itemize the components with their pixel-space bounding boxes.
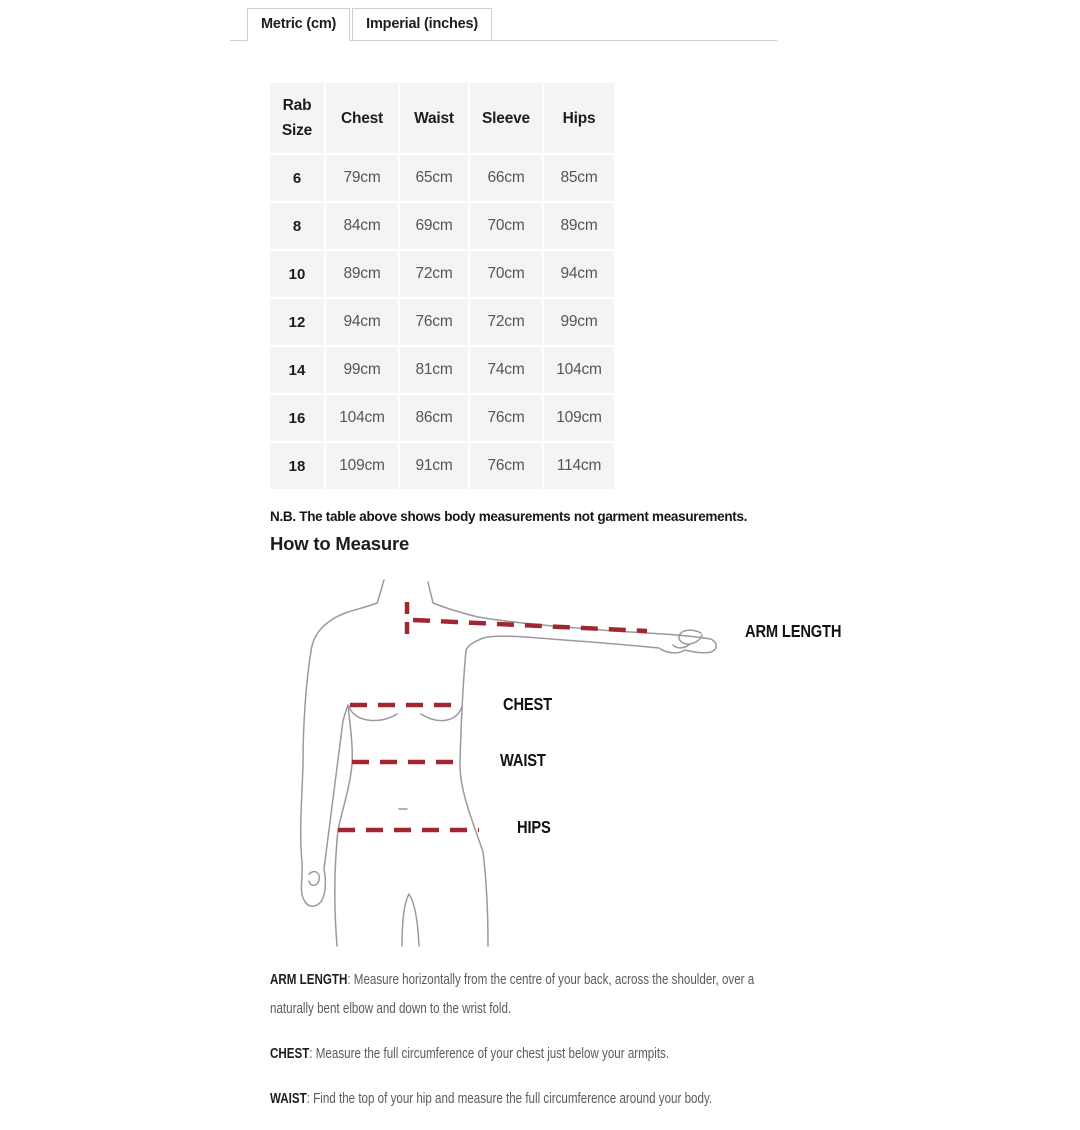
hips-label: HIPS [517, 817, 551, 837]
sleeve-cell: 74cm [470, 347, 542, 393]
sleeve-cell: 76cm [470, 395, 542, 441]
hips-cell: 94cm [544, 251, 614, 297]
chest-cell: 109cm [326, 443, 398, 489]
hips-cell: 114cm [544, 443, 614, 489]
size-cell: 16 [270, 395, 324, 441]
chest-contour [349, 706, 462, 721]
column-header: Chest [326, 83, 398, 153]
tab-imperial[interactable]: Imperial (inches) [352, 8, 492, 41]
chest-cell: 89cm [326, 251, 398, 297]
waist-cell: 65cm [400, 155, 468, 201]
instruction-term: ARM LENGTH [270, 972, 348, 988]
how-to-measure-heading: How to Measure [270, 533, 410, 554]
chest-cell: 94cm [326, 299, 398, 345]
tab-metric[interactable]: Metric (cm) [247, 8, 350, 41]
waist-cell: 81cm [400, 347, 468, 393]
size-cell: 6 [270, 155, 324, 201]
column-header: Rab Size [270, 83, 324, 153]
hips-cell: 89cm [544, 203, 614, 249]
column-header: Sleeve [470, 83, 542, 153]
chest-cell: 104cm [326, 395, 398, 441]
waist-label: WAIST [500, 750, 546, 770]
unit-tabs [230, 8, 777, 41]
waist-cell: 72cm [400, 251, 468, 297]
chest-cell: 79cm [326, 155, 398, 201]
waist-cell: 76cm [400, 299, 468, 345]
size-chart-table [270, 83, 614, 489]
size-cell: 10 [270, 251, 324, 297]
column-header: Waist [400, 83, 468, 153]
waist-cell: 69cm [400, 203, 468, 249]
left-hand-thumb [309, 872, 319, 886]
chest-label: CHEST [503, 694, 552, 714]
size-cell: 18 [270, 443, 324, 489]
arm-length-label: ARM LENGTH [745, 621, 842, 641]
size-cell: 12 [270, 299, 324, 345]
sleeve-cell: 66cm [470, 155, 542, 201]
right-hand-thumb [673, 630, 702, 648]
sleeve-cell: 70cm [470, 203, 542, 249]
instruction-text: : Measure horizontally from the centre of your back, across the shoulder, over a naturally bent elbow and down to the wrist fold. [270, 972, 755, 1017]
waist-instruction [270, 1085, 794, 1114]
sleeve-cell: 72cm [470, 299, 542, 345]
sleeve-cell: 76cm [470, 443, 542, 489]
size-cell: 8 [270, 203, 324, 249]
instruction-term: WAIST [270, 1091, 307, 1107]
measuring-instructions [270, 966, 794, 1130]
instruction-term: CHEST [270, 1046, 310, 1062]
chest-cell: 99cm [326, 347, 398, 393]
hips-cell: 109cm [544, 395, 614, 441]
hips-cell: 85cm [544, 155, 614, 201]
instruction-text: : Measure the full circumference of your chest just below your armpits. [309, 1046, 670, 1062]
waist-cell: 91cm [400, 443, 468, 489]
body-outline-right [428, 582, 716, 946]
arm-length-instruction [270, 966, 794, 1024]
chest-cell: 84cm [326, 203, 398, 249]
size-cell: 14 [270, 347, 324, 393]
column-header: Hips [544, 83, 614, 153]
chest-instruction [270, 1040, 794, 1069]
body-measurements-note: N.B. The table above shows body measurements not garment measurements. [270, 509, 748, 524]
legs-inner-contour [402, 894, 419, 946]
hips-cell: 104cm [544, 347, 614, 393]
waist-cell: 86cm [400, 395, 468, 441]
instruction-text: : Find the top of your hip and measure the full circumference around your body. [306, 1091, 713, 1107]
body-outline-left [301, 580, 384, 946]
arm-length-measure-line [413, 620, 647, 631]
hips-cell: 99cm [544, 299, 614, 345]
sleeve-cell: 70cm [470, 251, 542, 297]
